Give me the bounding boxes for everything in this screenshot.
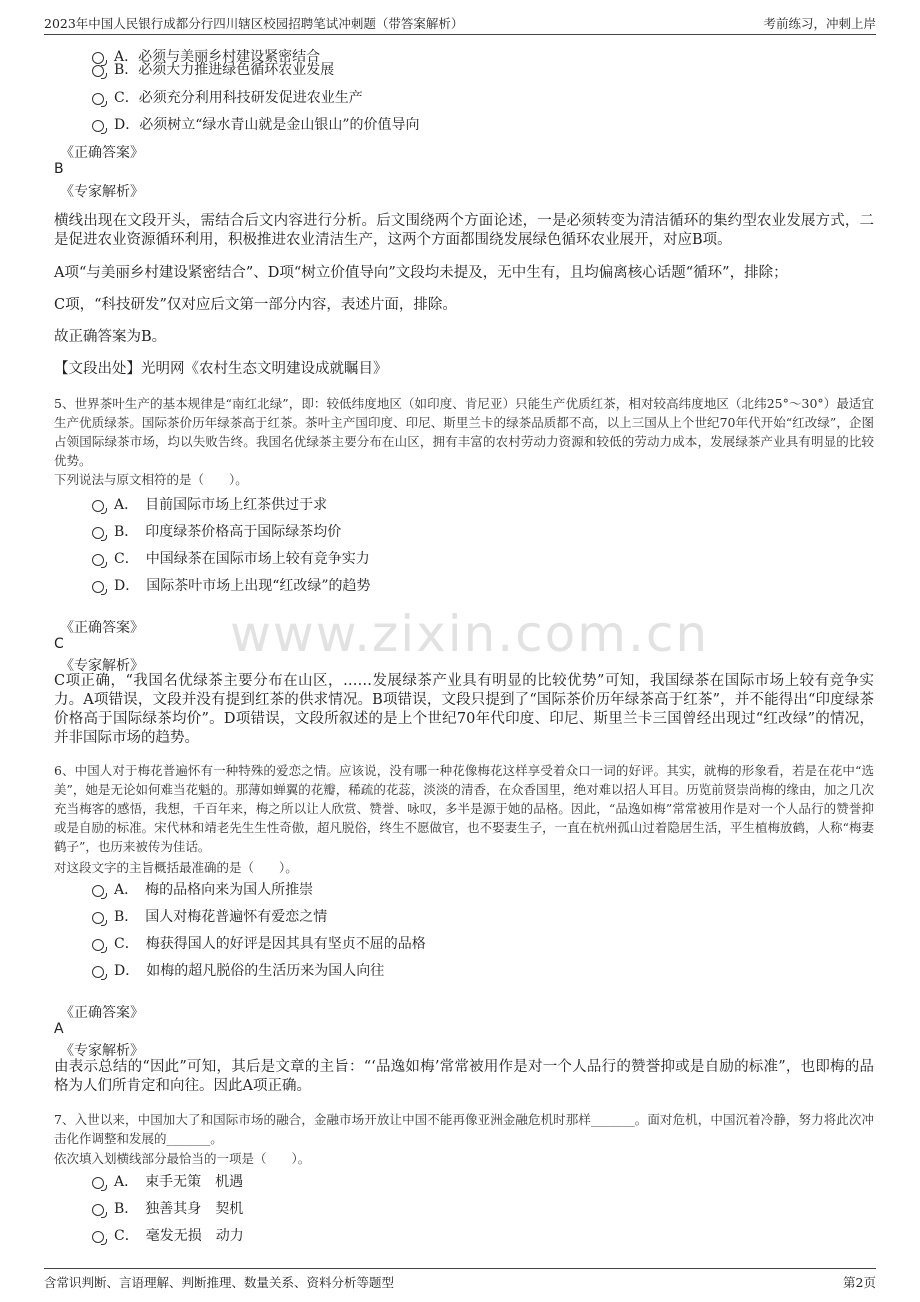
- footer-subjects: 含常识判断、言语理解、判断推理、数量关系、资料分析等题型: [44, 1275, 395, 1290]
- radio-icon[interactable]: [92, 1177, 104, 1189]
- option-5b[interactable]: B． 印度绿茶价格高于国际绿茶均价: [92, 521, 341, 541]
- question-prompt: 对这段文字的主旨概括最准确的是（ ）。: [54, 860, 298, 875]
- option-6b[interactable]: B． 国人对梅花普遍怀有爱恋之情: [92, 906, 327, 926]
- option-6d[interactable]: D． 如梅的超凡脱俗的生活历来为国人向往: [92, 960, 384, 980]
- radio-icon[interactable]: [92, 966, 104, 978]
- radio-icon[interactable]: [92, 1231, 104, 1243]
- question-prompt: 依次填入划横线部分最恰当的一项是（ ）。: [54, 1151, 311, 1166]
- question-stem: 5、世界茶叶生产的基本规律是“南红北绿”，即：较低纬度地区（如印度、肯尼亚）只能生产优质红茶，相对较高纬度地区（北纬25°～30°）最适宜生产优质绿茶。国际茶价历年绿茶高于红茶。茶叶主产国印度、印尼、斯里兰卡的绿茶品质都不高，以上三国从上个世纪70年代开始“红改绿”，企图占领国际绿茶市场，均以失败告终。我国名优绿茶主要分布在山区，拥有丰富的农村劳动力资源和较低的劳动力成本，发展绿茶产业具有明显的比较优势。: [54, 396, 874, 468]
- watermark: www.zixin.com.cn: [230, 605, 710, 663]
- analysis-paragraph: 横线出现在文段开头，需结合后文内容进行分析。后文围绕两个方面论述，一是必须转变为清洁循环的集约型农业发展方式，二是促进农业资源循环利用，积极推进农业清洁生产，这两个方面都围绕发展绿色循环农业展开，对应B项。: [54, 213, 874, 248]
- radio-icon[interactable]: [92, 120, 104, 132]
- radio-icon[interactable]: [92, 885, 104, 897]
- question-stem: 6、中国人对于梅花普遍怀有一种特殊的爱恋之情。应该说，没有哪一种花像梅花这样享受着众口一词的好评。其实，就梅的形象看，若是在花中“选美”，她是无论如何难当花魁的。那薄如蝉翼的花瓣，稀疏的花蕊，淡淡的清香，在众香国里，绝对难以招人耳目。历览前贤崇尚梅的缘由，加之几次充当梅客的感悟，我想，千百年来，梅之所以让人欣赏、赞誉、咏叹，多半是源于她的品格。因此，“品逸如梅”常常被用作是对一个人品行的赞誉抑或是自励的标准。宋代林和靖老先生生性奇傲，超凡脱俗，终生不愿做官，也不娶妻生子，一直在杭州孤山过着隐居生活，平生植梅放鹤，人称“梅妻鹤子”，也历来被传为佳话。: [54, 763, 874, 854]
- option-4d[interactable]: D．必须树立“绿水青山就是金山银山”的价值导向: [92, 114, 420, 134]
- radio-icon[interactable]: [92, 93, 104, 105]
- option-7c[interactable]: C． 毫发无损 动力: [92, 1225, 244, 1245]
- radio-icon[interactable]: [92, 939, 104, 951]
- option-4b[interactable]: B．必须大力推进绿色循环农业发展: [92, 59, 334, 79]
- option-5c[interactable]: C． 中国绿茶在国际市场上较有竞争实力: [92, 548, 370, 568]
- answer-value: B: [54, 161, 64, 177]
- page-number: 第2页: [843, 1275, 876, 1290]
- option-4c[interactable]: C．必须充分利用科技研发促进农业生产: [92, 87, 363, 107]
- analysis-label: 《专家解析》: [60, 184, 144, 200]
- option-6c[interactable]: C． 梅获得国人的好评是因其具有坚贞不屈的品格: [92, 933, 426, 953]
- radio-icon[interactable]: [92, 65, 104, 77]
- analysis-conclusion: 故正确答案为B。: [54, 329, 167, 345]
- answer-value: A: [54, 1021, 64, 1037]
- option-4a[interactable]: A．必须与美丽乡村建设紧密结合: [92, 46, 320, 66]
- document-title: 2023年中国人民银行成都分行四川辖区校园招聘笔试冲刺题（带答案解析）: [44, 16, 464, 31]
- radio-icon[interactable]: [92, 527, 104, 539]
- source-citation: 【文段出处】光明网《农村生态文明建设成就瞩目》: [54, 361, 388, 377]
- analysis-paragraph: C项，“科技研发”仅对应后文第一部分内容，表述片面，排除。: [54, 297, 457, 313]
- option-7a[interactable]: A． 束手无策 机遇: [92, 1171, 243, 1191]
- answer-label: 《正确答案》: [60, 1005, 144, 1021]
- page-header: [44, 8, 876, 35]
- radio-icon[interactable]: [92, 500, 104, 512]
- option-5d[interactable]: D． 国际茶叶市场上出现“红改绿”的趋势: [92, 575, 371, 595]
- answer-label: 《正确答案》: [60, 620, 144, 636]
- answer-value: C: [54, 636, 64, 652]
- option-5a[interactable]: A． 目前国际市场上红茶供过于求: [92, 494, 327, 514]
- analysis-label: 《专家解析》: [60, 1043, 144, 1059]
- analysis-label: 《专家解析》: [60, 658, 144, 674]
- analysis-paragraph: A项“与美丽乡村建设紧密结合”、D项“树立价值导向”文段均未提及，无中生有，且均偏离核心话题“循环”，排除；: [54, 265, 788, 281]
- option-7b[interactable]: B． 独善其身 契机: [92, 1198, 243, 1218]
- question-prompt: 下列说法与原文相符的是（ ）。: [54, 472, 248, 487]
- option-6a[interactable]: A． 梅的品格向来为国人所推崇: [92, 879, 313, 899]
- question-stem: 7、入世以来，中国加大了和国际市场的融合，金融市场开放让中国不能再像亚洲金融危机时那样_______。面对危机，中国沉着冷静，努力将此次冲击化作调整和发展的_______。: [54, 1112, 874, 1146]
- page-footer: [44, 1268, 876, 1293]
- answer-label: 《正确答案》: [60, 145, 144, 161]
- analysis-paragraph: C项正确，“我国名优绿茶主要分布在山区，……发展绿茶产业具有明显的比较优势”可知，我国绿茶在国际市场上较有竞争实力。A项错误，文段并没有提到红茶的供求情况。B项错误，文段只提到了“国际茶价历年绿茶高于红茶”，并不能得出“印度绿茶价格高于国际绿茶均价”。D项错误，文段所叙述的是上个世纪70年代印度、印尼、斯里兰卡三国曾经出现过“红改绿”的情况，并非国际市场的趋势。: [54, 673, 874, 746]
- radio-icon[interactable]: [92, 581, 104, 593]
- analysis-paragraph: 由表示总结的“因此”可知，其后是文章的主旨：“‘品逸如梅’常常被用作是对一个人品行的赞誉抑或是自励的标准”，也即梅的品格为人们所肯定和向往。因此A项正确。: [54, 1059, 874, 1094]
- radio-icon[interactable]: [92, 912, 104, 924]
- radio-icon[interactable]: [92, 1204, 104, 1216]
- header-slogan: 考前练习，冲刺上岸: [763, 16, 876, 31]
- radio-icon[interactable]: [92, 554, 104, 566]
